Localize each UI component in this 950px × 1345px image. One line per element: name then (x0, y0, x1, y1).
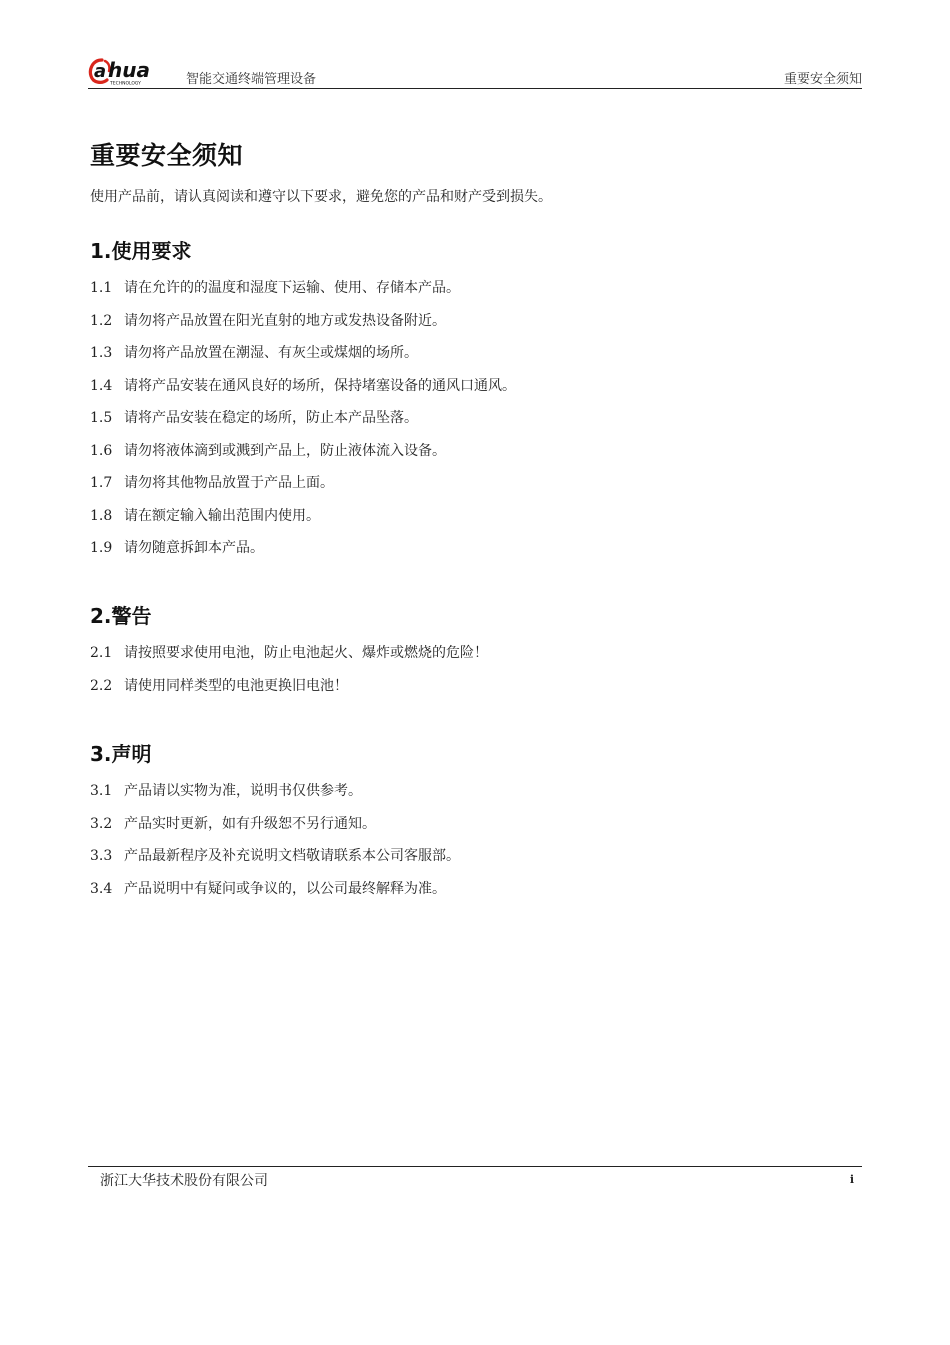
item-number: 1.1 (90, 280, 113, 296)
list-item (90, 311, 860, 344)
item-list (90, 278, 860, 571)
item-number: 1.8 (90, 507, 113, 524)
header-section-title: 重要安全须知 (783, 72, 862, 87)
item-text: 请将产品安装在通风良好的场所，保持堵塞设备的通风口通风。 (124, 377, 516, 394)
section-title: 2.警告 (90, 604, 152, 628)
item-number: 1.6 (90, 442, 113, 459)
item-number: 3.2 (90, 815, 113, 832)
list-item (90, 441, 860, 474)
item-text: 产品请以实物为准，说明书仅供参考。 (124, 783, 362, 799)
header-document-title: 智能交通终端管理设备 (186, 72, 317, 87)
footer-company-name: 浙江大华技术股份有限公司 (100, 1173, 268, 1189)
list-item (90, 814, 860, 847)
list-item (90, 846, 860, 879)
svg-text:hua: hua (108, 58, 150, 82)
list-item (90, 781, 860, 814)
item-text: 产品实时更新，如有升级恕不另行通知。 (124, 815, 376, 832)
item-number: 3.4 (90, 880, 113, 897)
svg-text:TECHNOLOGY: TECHNOLOGY (110, 81, 141, 86)
item-number: 1.4 (90, 377, 113, 394)
svg-text:a: a (94, 61, 107, 82)
list-item (90, 506, 860, 539)
item-number: 2.1 (90, 645, 113, 661)
page-header (88, 56, 862, 89)
item-text: 请勿随意拆卸本产品。 (124, 540, 264, 556)
item-number: 3.3 (90, 848, 113, 864)
list-item (90, 376, 860, 409)
page-number: i (849, 1173, 854, 1186)
item-text: 请将产品安装在稳定的场所，防止本产品坠落。 (124, 410, 418, 426)
list-item (90, 278, 860, 311)
item-number: 1.5 (90, 410, 113, 426)
list-item (90, 879, 860, 912)
item-number: 1.2 (90, 312, 113, 329)
item-text: 请使用同样类型的电池更换旧电池！ (124, 677, 348, 694)
list-item (90, 473, 860, 506)
list-item (90, 643, 860, 676)
item-text: 产品说明中有疑问或争议的，以公司最终解释为准。 (124, 880, 446, 897)
item-number: 1.7 (90, 475, 113, 491)
item-text: 请勿将产品放置在阳光直射的地方或发热设备附近。 (124, 312, 446, 329)
item-text: 请勿将液体滴到或溅到产品上，防止液体流入设备。 (124, 442, 446, 459)
item-number: 1.9 (90, 540, 113, 556)
page-title: 重要安全须知 (90, 141, 244, 170)
item-text: 请在额定输入输出范围内使用。 (124, 507, 320, 524)
item-text: 请勿将其他物品放置于产品上面。 (124, 475, 334, 491)
item-number: 3.1 (90, 783, 113, 799)
section-statement (90, 739, 860, 911)
item-text: 请勿将产品放置在潮湿、有灰尘或煤烟的场所。 (124, 345, 418, 361)
item-text: 请在允许的的温度和湿度下运输、使用、存储本产品。 (124, 280, 460, 296)
section-title: 3.声明 (90, 742, 152, 766)
item-number: 2.2 (90, 677, 113, 694)
item-number: 1.3 (90, 345, 113, 361)
section-usage-requirements (90, 236, 860, 571)
intro-paragraph: 使用产品前，请认真阅读和遵守以下要求，避免您的产品和财产受到损失。 (90, 189, 552, 205)
item-list (90, 643, 860, 708)
item-text: 请按照要求使用电池，防止电池起火、爆炸或燃烧的危险！ (124, 645, 488, 661)
section-warnings (90, 601, 860, 708)
item-list (90, 781, 860, 911)
dahua-logo (88, 56, 182, 86)
item-text: 产品最新程序及补充说明文档敬请联系本公司客服部。 (124, 848, 460, 864)
list-item (90, 538, 860, 571)
section-title: 1.使用要求 (90, 239, 192, 263)
list-item (90, 408, 860, 441)
list-item (90, 343, 860, 376)
page-footer (88, 1166, 862, 1189)
list-item (90, 676, 860, 709)
